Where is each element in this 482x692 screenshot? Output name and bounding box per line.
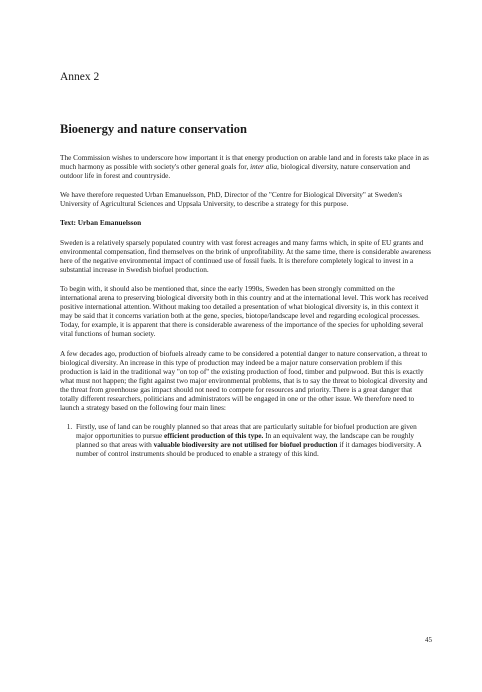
paragraph-1-italic: inter alia, — [250, 162, 279, 172]
list-item-text-c: In an equivalent way, the landscape can be roughly planned so that areas with — [76, 431, 415, 450]
paragraph-1-text-c: biological diversity, nature conservation and outdoor life in forest and countryside. — [60, 162, 411, 181]
strategy-list — [60, 422, 432, 458]
page-title: Bioenergy and nature conservation — [60, 122, 247, 136]
paragraph-1-text-a: The Commission wishes to underscore how important it is that energy production on arable land and in forests take place in as much harmony as possible with society's other general goals for, — [60, 153, 429, 172]
list-item-bold-d: valuable biodiversity are not utilised for biofuel production — [153, 440, 338, 450]
list-item-text-a: Firstly, use of land can be roughly planned so that areas that are particularly suitable for biofuel production are given major opportunities to pursue — [76, 422, 417, 441]
section-subheading: Text: Urban Emanuelsson — [60, 218, 142, 228]
paragraph-5: A few decades ago, production of biofuels already came to be considered a potential danger to nature conservation, a threat to biological diversity. An increase in this type of production may indeed be a major nature conservation problem if this production is laid in the traditional way "on top of" the existing production of food, timber and pulpwood. But this is exactly what must not happen; the fight against two major environmental problems, that is to say the threat to biological diversity and the threat from greenhouse gas impact should not need to compete for resources and priority. There is a great danger that totally different researchers, politicians and administrators will be engaged in one or the other issue. We therefore need to launch a strategy based on the following four main lines: — [60, 348, 428, 413]
page-number: 45 — [425, 636, 432, 644]
paragraph-4: To begin with, it should also be mentioned that, since the early 1990s, Sweden has been strongly committed on the international arena to preserving biological diversity both in this country and at the international level. This work has received positive international attention. Without making too detailed a presentation of what biological diversity is, in this context it may be said that it concerns variation both at the gene, species, biotope/landscape level and regarding ecological processes. Today, for example, it is apparent that there is considerable awareness of the importance of the species for upholding several vital functions of human society. — [60, 283, 429, 339]
paragraph-3: Sweden is a relatively sparsely populated country with vast forest acreages and many farms which, in spite of EU grants and environmental compensation, find themselves on the brink of unprofitability. At the same time, there is considerable awareness here of the negative environmental impact of continued use of fossil fuels. It is therefore completely logical to invest in a substantial increase in Swedish biofuel production. — [60, 237, 431, 274]
list-item-bold-b: efficient production of this type. — [163, 431, 264, 441]
document-body — [60, 153, 432, 459]
paragraph-1 — [60, 153, 432, 180]
list-item-text-e: if it damages biodiversity. A number of control instruments should be produced to enable a strategy of this kind. — [76, 440, 422, 459]
annex-heading: Annex 2 — [60, 71, 100, 83]
list-item — [74, 422, 432, 458]
paragraph-2: We have therefore requested Urban Emanuelsson, PhD, Director of the "Centre for Biological Diversity" at Sweden's University of Agricultural Sciences and Uppsala University, to describe a strategy for this purpose. — [60, 190, 403, 209]
